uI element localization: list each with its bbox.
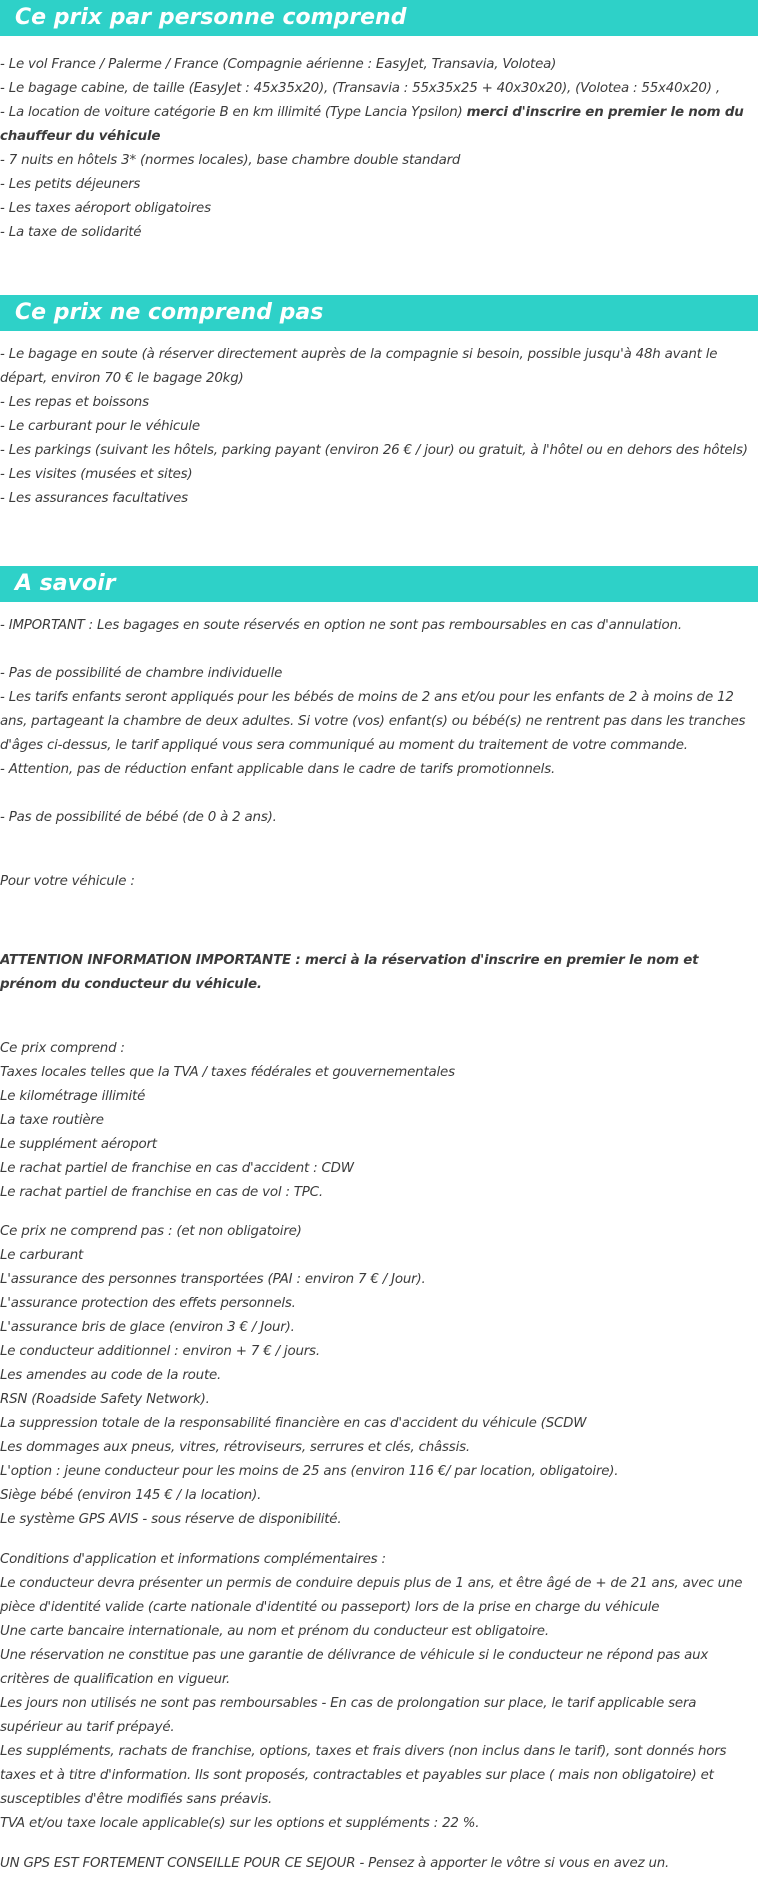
driver-name-notice: merci d'inscrire en premier le nom du chauffeur du véhicule (0, 105, 744, 144)
list-item: L'assurance des personnes transportées (PAI : environ 7 € / Jour). (0, 1272, 426, 1287)
list-item: - 7 nuits en hôtels 3* (normes locales), base chambre double standard (0, 153, 461, 168)
excludes-heading: Ce prix ne comprend pas (0, 295, 758, 331)
notes-section (0, 566, 758, 1876)
list-item: - Le bagage en soute (à réserver directement auprès de la compagnie si besoin, possible jusqu'à 48h avant le départ, environ 70 € le bagage 20kg) (0, 347, 718, 386)
list-item: - La taxe de solidarité (0, 225, 142, 240)
includes-section (0, 0, 758, 245)
list-item: TVA et/ou taxe locale applicable(s) sur les options et suppléments : 22 %. (0, 1816, 480, 1831)
list-item: Le rachat partiel de franchise en cas de vol : TPC. (0, 1185, 323, 1200)
list-item: RSN (Roadside Safety Network). (0, 1392, 210, 1407)
attention-note: ATTENTION INFORMATION IMPORTANTE : merci à la réservation d'inscrire en premier le nom et prénom du conducteur du véhicule. (0, 953, 699, 992)
list-item: - Les tarifs enfants seront appliqués pour les bébés de moins de 2 ans et/ou pour les enfants de 2 à moins de 12 ans, partageant la chambre de deux adultes. Si votre (vos) enfant(s) ou bébé(s) ne rentrent pas dans les tranches d'âges ci-dessus, le tarif appliqué vous sera communiqué au moment du traitement de votre commande. (0, 690, 746, 753)
includes-heading: Ce prix par personne comprend (0, 0, 758, 36)
list-item: Les dommages aux pneus, vitres, rétroviseurs, serrures et clés, châssis. (0, 1440, 470, 1455)
list-item: - Les assurances facultatives (0, 491, 188, 506)
list-item: Une réservation ne constitue pas une garantie de délivrance de véhicule si le conducteur ne répond pas aux critères de qualification en vigueur. (0, 1648, 709, 1687)
list-item: Le système GPS AVIS - sous réserve de disponibilité. (0, 1512, 342, 1527)
list-item: - Les petits déjeuners (0, 177, 141, 192)
list-item-text: - La location de voiture catégorie B en km illimité (Type Lancia Ypsilon) (0, 105, 467, 120)
list-item: Taxes locales telles que la TVA / taxes fédérales et gouvernementales (0, 1065, 455, 1080)
includes-list (0, 53, 758, 245)
car-excludes-heading: Ce prix ne comprend pas : (et non obligatoire) (0, 1224, 302, 1239)
list-item: - Les taxes aéroport obligatoires (0, 201, 211, 216)
list-item: Les suppléments, rachats de franchise, options, taxes et frais divers (non inclus dans le tarif), sont donnés hors taxes et à titre d'information. Ils sont proposés, contractables et payables sur place ( mais non obligatoire) et susceptibles d'être modifiés sans préavis. (0, 1744, 727, 1807)
vehicle-heading: Pour votre véhicule : (0, 874, 135, 889)
excludes-list (0, 343, 758, 511)
list-item: Les jours non utilisés ne sont pas remboursables - En cas de prolongation sur place, le tarif applicable sera supérieur au tarif prépayé. (0, 1696, 697, 1735)
car-includes-heading: Ce prix comprend : (0, 1041, 125, 1056)
list-item: - Les parkings (suivant les hôtels, parking payant (environ 26 € / jour) ou gratuit, à l'hôtel ou en dehors des hôtels) (0, 443, 748, 458)
excludes-section (0, 295, 758, 511)
list-item: L'assurance protection des effets personnels. (0, 1296, 296, 1311)
list-item: Le conducteur devra présenter un permis de conduire depuis plus de 1 ans, et être âgé de + de 21 ans, avec une pièce d'identité valide (carte nationale d'identité ou passeport) lors de la prise en charge du véhicule (0, 1576, 743, 1615)
important-note: - IMPORTANT : Les bagages en soute réservés en option ne sont pas remboursables en cas d'annulation. (0, 618, 682, 633)
list-item (0, 101, 758, 149)
list-item: Siège bébé (environ 145 € / la location). (0, 1488, 262, 1503)
list-item: - Les visites (musées et sites) (0, 467, 193, 482)
list-item: - Pas de possibilité de chambre individuelle (0, 666, 283, 681)
conditions-heading: Conditions d'application et informations complémentaires : (0, 1552, 386, 1567)
notes-body (0, 614, 758, 1876)
list-item: Le supplément aéroport (0, 1137, 157, 1152)
baby-note: - Pas de possibilité de bébé (de 0 à 2 ans). (0, 810, 277, 825)
list-item: Le kilométrage illimité (0, 1089, 146, 1104)
list-item: - Attention, pas de réduction enfant applicable dans le cadre de tarifs promotionnels. (0, 762, 556, 777)
list-item: Le rachat partiel de franchise en cas d'accident : CDW (0, 1161, 354, 1176)
notes-heading: A savoir (0, 566, 758, 602)
list-item: - Le bagage cabine, de taille (EasyJet : 45x35x20), (Transavia : 55x35x25 + 40x30x20), (Volotea : 55x40x20) , (0, 81, 720, 96)
list-item: La taxe routière (0, 1113, 104, 1128)
list-item: - Le vol France / Palerme / France (Compagnie aérienne : EasyJet, Transavia, Volotea) (0, 57, 557, 72)
list-item: Une carte bancaire internationale, au nom et prénom du conducteur est obligatoire. (0, 1624, 549, 1639)
list-item: L'assurance bris de glace (environ 3 € / Jour). (0, 1320, 295, 1335)
list-item: La suppression totale de la responsabilité financière en cas d'accident du véhicule (SCDW (0, 1416, 587, 1431)
gps-note: UN GPS EST FORTEMENT CONSEILLE POUR CE SEJOUR - Pensez à apporter le vôtre si vous en avez un. (0, 1856, 670, 1871)
list-item: L'option : jeune conducteur pour les moins de 25 ans (environ 116 €/ par location, obligatoire). (0, 1464, 619, 1479)
list-item: Le conducteur additionnel : environ + 7 € / jours. (0, 1344, 320, 1359)
list-item: - Les repas et boissons (0, 395, 149, 410)
list-item: Le carburant (0, 1248, 84, 1263)
list-item: - Le carburant pour le véhicule (0, 419, 200, 434)
list-item: Les amendes au code de la route. (0, 1368, 222, 1383)
